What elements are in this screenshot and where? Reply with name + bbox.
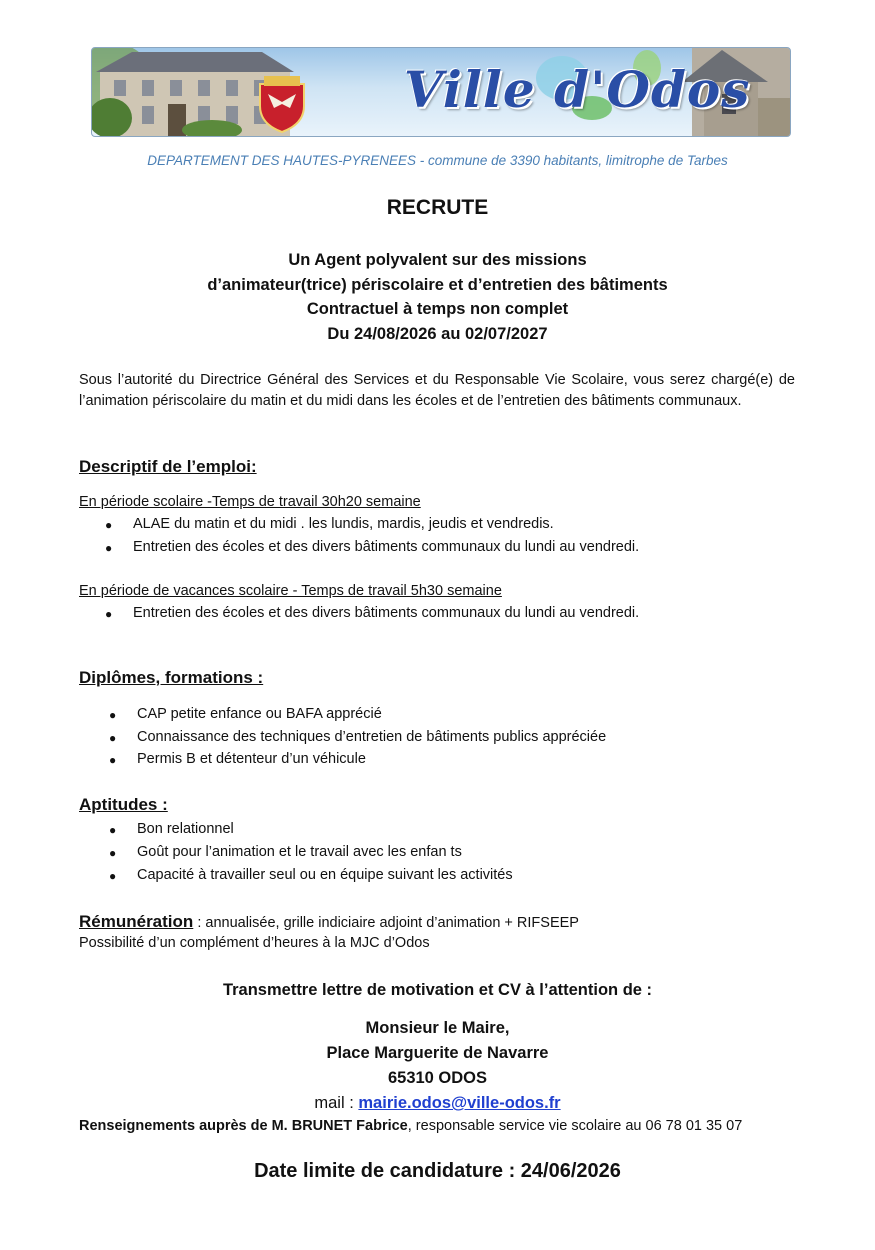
remuneration-label: Rémunération (79, 912, 194, 931)
addressee-name: Monsieur le Maire, (365, 1019, 510, 1037)
bullet-icon: ● (109, 823, 117, 837)
contract-dates: Du 24/08/2026 au 02/07/2027 (327, 324, 548, 343)
list-item: Entretien des écoles et des divers bâtiments communaux du lundi au vendredi. (133, 605, 640, 621)
aptitudes-heading: Aptitudes : (79, 795, 168, 814)
job-title-line: Un Agent polyvalent sur des missions (288, 251, 587, 269)
bullet-icon: ● (109, 731, 117, 745)
descriptif-heading-colon: : (250, 457, 257, 476)
recrute-heading: RECRUTE (386, 196, 489, 219)
renseignements-detail: , responsable service vie scolaire au 06 78 01 35 07 (407, 1118, 743, 1134)
bullet-icon: ● (105, 541, 113, 555)
remuneration-line (79, 912, 579, 932)
renseignements-line (79, 1118, 742, 1134)
mail-line (0, 1094, 875, 1113)
list-item: Entretien des écoles et des divers bâtiments communaux du lundi au vendredi. (133, 539, 640, 555)
address-city: 65310 ODOS (387, 1069, 488, 1087)
remuneration-text: : annualisée, grille indiciaire adjoint d’animation + RIFSEEP (193, 915, 579, 931)
list-item: Capacité à travailler seul ou en équipe suivant les activités (137, 867, 513, 883)
intro-paragraph: Sous l’autorité du Directrice Général des Services et du Responsable Vie Scolaire, vous serez chargé(e) de l’animation périscolaire du matin et du midi dans les écoles et de l’entretien des bâtiments communaux. (79, 372, 795, 409)
contract-type: Contractuel à temps non complet (306, 300, 569, 318)
address-street: Place Marguerite de Navarre (326, 1044, 549, 1062)
renseignements-contact: Renseignements auprès de M. BRUNET Fabrice (79, 1118, 408, 1134)
bullet-icon: ● (105, 607, 113, 621)
job-title-block (0, 248, 875, 346)
banner-title: Ville d'Odos (404, 60, 751, 119)
list-item: Bon relationnel (137, 821, 234, 837)
list-item: ALAE du matin et du midi . les lundis, mardis, jeudis et vendredis. (133, 516, 554, 532)
period-scolaire-title: En période scolaire -Temps de travail 30h20 semaine (79, 494, 421, 510)
bullet-icon: ● (109, 846, 117, 860)
bullet-icon: ● (109, 708, 117, 722)
mail-label: mail : (314, 1094, 359, 1112)
complement-heures: Possibilité d’un complément d’heures à la MJC d’Odos (79, 935, 430, 951)
job-title-line: d’animateur(trice) périscolaire et d’entretien des bâtiments (207, 275, 668, 294)
list-item: Permis B et détenteur d’un véhicule (137, 751, 366, 767)
diplomes-heading: Diplômes, formations : (79, 668, 264, 687)
bullet-icon: ● (105, 518, 113, 532)
deadline: Date limite de candidature : 24/06/2026 (254, 1160, 621, 1182)
bullet-icon: ● (109, 753, 117, 767)
bullet-icon: ● (109, 869, 117, 883)
descriptif-heading (79, 457, 257, 477)
list-item: Connaissance des techniques d’entretien de bâtiments publics appréciée (137, 729, 607, 745)
email-link[interactable]: mairie.odos@ville-odos.fr (358, 1094, 561, 1112)
header-banner (91, 47, 791, 137)
period-vacances-title: En période de vacances scolaire - Temps de travail 5h30 semaine (79, 583, 502, 599)
list-item: Goût pour l’animation et le travail avec les enfan ts (137, 844, 462, 860)
descriptif-heading-text: Descriptif de l’emploi (79, 457, 251, 476)
list-item: CAP petite enfance ou BAFA apprécié (137, 706, 382, 722)
department-line: DEPARTEMENT DES HAUTES-PYRENEES - commune de 3390 habitants, limitrophe de Tarbes (147, 153, 728, 168)
transmettre-heading: Transmettre lettre de motivation et CV à l’attention de : (222, 981, 653, 999)
